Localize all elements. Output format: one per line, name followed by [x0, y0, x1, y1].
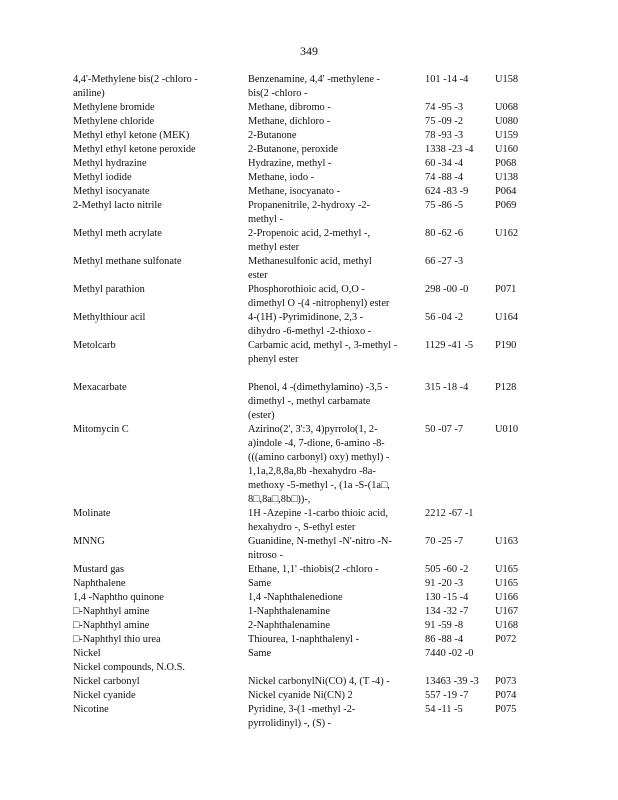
- chemical-abstracts-name-line: 8□,8a□,8b□))-,: [248, 494, 311, 505]
- cas-number: 50 -07 -7: [425, 424, 464, 435]
- substance-name: [73, 283, 233, 297]
- cas-number: 624 -83 -9: [425, 186, 469, 197]
- substance-name: [73, 535, 233, 549]
- cas-number: 56 -04 -2: [425, 312, 464, 323]
- table-row: [73, 339, 553, 381]
- waste-code: U166: [495, 592, 519, 603]
- chemical-abstracts-name-line: ester: [248, 270, 268, 281]
- hazardous-substance-table: [73, 73, 553, 731]
- waste-code: P128: [495, 382, 517, 393]
- chemical-abstracts-name-line: Methane, isocyanato -: [248, 186, 341, 197]
- table-row: [73, 227, 553, 255]
- substance-name-line: Methyl hydrazine: [73, 158, 147, 169]
- waste-code: U163: [495, 536, 519, 547]
- chemical-abstracts-name-line: dimethyl -, methyl carbamate: [248, 396, 371, 407]
- chemical-abstracts-name: [248, 101, 418, 115]
- substance-name-line: Methylthiour acil: [73, 312, 146, 323]
- table-row: [73, 73, 553, 101]
- table-row: [73, 619, 553, 633]
- substance-name-line: aniline): [73, 88, 105, 99]
- chemical-abstracts-name-line: 2-Propenoic acid, 2-methyl -,: [248, 228, 371, 239]
- substance-name-line: Mustard gas: [73, 564, 125, 575]
- cas-number: 134 -32 -7: [425, 606, 469, 617]
- substance-name: [73, 339, 233, 353]
- table-row: [73, 185, 553, 199]
- chemical-abstracts-name: [248, 591, 418, 605]
- substance-name: [73, 115, 233, 129]
- waste-code: U068: [495, 102, 519, 113]
- chemical-abstracts-name: [248, 115, 418, 129]
- substance-name: [73, 101, 233, 115]
- substance-name: [73, 563, 233, 577]
- substance-name: [73, 605, 233, 619]
- cas-number: 74 -95 -3: [425, 102, 464, 113]
- page-number: 349: [300, 44, 318, 58]
- chemical-abstracts-name-line: dihydro -6-methyl -2-thioxo -: [248, 326, 372, 337]
- cas-number: 2212 -67 -1: [425, 508, 474, 519]
- substance-name-line: Naphthalene: [73, 578, 126, 589]
- chemical-abstracts-name-line: dimethyl O -(4 -nitrophenyl) ester: [248, 298, 390, 309]
- substance-name: [73, 381, 233, 395]
- table-row: [73, 311, 553, 339]
- substance-name-line: Methyl iodide: [73, 172, 132, 183]
- substance-name: [73, 311, 233, 325]
- waste-code: U159: [495, 130, 519, 141]
- table-row: [73, 255, 553, 283]
- substance-name: [73, 157, 233, 171]
- waste-code: U165: [495, 564, 519, 575]
- waste-code: P073: [495, 676, 517, 687]
- chemical-abstracts-name-line: Nickel carbonylNi(CO) 4, (T -4) -: [248, 676, 390, 687]
- substance-name: [73, 661, 233, 675]
- substance-name-line: Mitomycin C: [73, 424, 129, 435]
- substance-name-line: Methyl meth acrylate: [73, 228, 162, 239]
- table-row: [73, 101, 553, 115]
- waste-code: U010: [495, 424, 519, 435]
- substance-name-line: Methyl isocyanate: [73, 186, 150, 197]
- substance-name-line: Nickel: [73, 648, 101, 659]
- table-row: [73, 381, 553, 423]
- substance-name-line: Methyl ethyl ketone (MEK): [73, 130, 190, 141]
- chemical-abstracts-name-line: Methane, iodo -: [248, 172, 315, 183]
- chemical-abstracts-name: [248, 605, 418, 619]
- chemical-abstracts-name: [248, 381, 418, 423]
- substance-name: [73, 675, 233, 689]
- chemical-abstracts-name-line: pyrrolidinyl) -, (S) -: [248, 718, 332, 729]
- substance-name-line: □-Naphthyl amine: [73, 620, 150, 631]
- chemical-abstracts-name-line: phenyl ester: [248, 354, 299, 365]
- chemical-abstracts-name-line: Pyridine, 3-(1 -methyl -2-: [248, 704, 356, 715]
- table-row: [73, 577, 553, 591]
- substance-name: [73, 703, 233, 717]
- chemical-abstracts-name-line: 2-Naphthalenamine: [248, 620, 330, 631]
- chemical-abstracts-name-line: bis(2 -chloro -: [248, 88, 308, 99]
- chemical-abstracts-name-line: Same: [248, 578, 272, 589]
- waste-code: P072: [495, 634, 517, 645]
- substance-name: [73, 423, 233, 437]
- chemical-abstracts-name-line: methyl -: [248, 214, 283, 225]
- waste-code: P074: [495, 690, 517, 701]
- chemical-abstracts-name-line: Hydrazine, methyl -: [248, 158, 332, 169]
- chemical-abstracts-name: [248, 185, 418, 199]
- substance-name-line: Nickel compounds, N.O.S.: [73, 662, 185, 673]
- substance-name: [73, 199, 233, 213]
- table-row: [73, 115, 553, 129]
- cas-number: 91 -59 -8: [425, 620, 464, 631]
- waste-code: P069: [495, 200, 517, 211]
- table-row: [73, 507, 553, 535]
- table-row: [73, 661, 553, 675]
- substance-name: [73, 171, 233, 185]
- substance-name: [73, 633, 233, 647]
- table-row: [73, 143, 553, 157]
- waste-code: U080: [495, 116, 519, 127]
- chemical-abstracts-name: [248, 647, 418, 661]
- chemical-abstracts-name-line: Azirino(2', 3':3, 4)pyrrolo(1, 2-: [248, 424, 378, 435]
- chemical-abstracts-name-line: 1H -Azepine -1-carbo thioic acid,: [248, 508, 388, 519]
- substance-name-line: 1,4 -Naphtho quinone: [73, 592, 164, 603]
- cas-number: 101 -14 -4: [425, 74, 469, 85]
- cas-number: 1129 -41 -5: [425, 340, 474, 351]
- chemical-abstracts-name-line: Methane, dichloro -: [248, 116, 331, 127]
- chemical-abstracts-name-line: a)indole -4, 7-dione, 6-amino -8-: [248, 438, 385, 449]
- chemical-abstracts-name: [248, 577, 418, 591]
- table-row: [73, 199, 553, 227]
- table-row: [73, 647, 553, 661]
- cas-number: 1338 -23 -4: [425, 144, 474, 155]
- chemical-abstracts-name-line: Benzenamine, 4,4' -methylene -: [248, 74, 380, 85]
- chemical-abstracts-name-line: 4-(1H) -Pyrimidinone, 2,3 -: [248, 312, 364, 323]
- substance-name: [73, 129, 233, 143]
- substance-name-line: Methyl parathion: [73, 284, 145, 295]
- waste-code: U167: [495, 606, 519, 617]
- chemical-abstracts-name-line: Thiourea, 1-naphthalenyl -: [248, 634, 360, 645]
- substance-name: [73, 73, 233, 101]
- cas-number: 505 -60 -2: [425, 564, 469, 575]
- chemical-abstracts-name: [248, 171, 418, 185]
- chemical-abstracts-name-line: methoxy -5-methyl -, (1a -S-(1a□,: [248, 480, 390, 491]
- chemical-abstracts-name: [248, 339, 418, 367]
- cas-number: 557 -19 -7: [425, 690, 469, 701]
- chemical-abstracts-name-line: (((amino carbonyl) oxy) methyl) -: [248, 452, 390, 463]
- substance-name: [73, 227, 233, 241]
- substance-name-line: □-Naphthyl amine: [73, 606, 150, 617]
- cas-number: 75 -86 -5: [425, 200, 464, 211]
- waste-code: P075: [495, 704, 517, 715]
- chemical-abstracts-name: [248, 143, 418, 157]
- substance-name-line: Nicotine: [73, 704, 109, 715]
- table-row: [73, 129, 553, 143]
- substance-name-line: 2-Methyl lacto nitrile: [73, 200, 162, 211]
- substance-name: [73, 255, 233, 269]
- chemical-abstracts-name: [248, 675, 418, 689]
- waste-code: U164: [495, 312, 519, 323]
- cas-number: 78 -93 -3: [425, 130, 464, 141]
- table-row: [73, 157, 553, 171]
- chemical-abstracts-name-line: methyl ester: [248, 242, 300, 253]
- substance-name: [73, 689, 233, 703]
- cas-number: 75 -09 -2: [425, 116, 464, 127]
- table-row: [73, 423, 553, 507]
- chemical-abstracts-name: [248, 689, 418, 703]
- table-row: [73, 171, 553, 185]
- waste-code: P068: [495, 158, 517, 169]
- waste-code: U160: [495, 144, 519, 155]
- chemical-abstracts-name: [248, 255, 418, 283]
- substance-name: [73, 647, 233, 661]
- chemical-abstracts-name-line: 2-Butanone, peroxide: [248, 144, 339, 155]
- cas-number: 86 -88 -4: [425, 634, 464, 645]
- substance-name-line: Mexacarbate: [73, 382, 127, 393]
- chemical-abstracts-name: [248, 507, 418, 535]
- chemical-abstracts-name: [248, 535, 418, 563]
- chemical-abstracts-name-line: 1,1a,2,8,8a,8b -hexahydro -8a-: [248, 466, 376, 477]
- cas-number: 60 -34 -4: [425, 158, 464, 169]
- waste-code: P064: [495, 186, 517, 197]
- waste-code: U158: [495, 74, 519, 85]
- substance-name-line: Nickel carbonyl: [73, 676, 140, 687]
- table-row: [73, 689, 553, 703]
- chemical-abstracts-name-line: Guanidine, N-methyl -N'-nitro -N-: [248, 536, 392, 547]
- waste-code: U138: [495, 172, 519, 183]
- table-row: [73, 633, 553, 647]
- substance-name-line: 4,4'-Methylene bis(2 -chloro -: [73, 74, 198, 85]
- chemical-abstracts-name-line: Phenol, 4 -(dimethylamino) -3,5 -: [248, 382, 389, 393]
- substance-name: [73, 591, 233, 605]
- chemical-abstracts-name-line: Methanesulfonic acid, methyl: [248, 256, 372, 267]
- cas-number: 315 -18 -4: [425, 382, 469, 393]
- cas-number: 54 -11 -5: [425, 704, 463, 715]
- chemical-abstracts-name: [248, 283, 418, 311]
- chemical-abstracts-name-line: 1,4 -Naphthalenedione: [248, 592, 343, 603]
- cas-number: 80 -62 -6: [425, 228, 464, 239]
- chemical-abstracts-name: [248, 703, 418, 731]
- substance-name-line: Methyl methane sulfonate: [73, 256, 182, 267]
- substance-name-line: Nickel cyanide: [73, 690, 136, 701]
- chemical-abstracts-name-line: (ester): [248, 410, 275, 421]
- cas-number: 298 -00 -0: [425, 284, 469, 295]
- cas-number: 130 -15 -4: [425, 592, 469, 603]
- substance-name-line: Metolcarb: [73, 340, 116, 351]
- chemical-abstracts-name: [248, 619, 418, 633]
- substance-name: [73, 507, 233, 521]
- chemical-abstracts-name: [248, 73, 418, 101]
- waste-code: P190: [495, 340, 517, 351]
- chemical-abstracts-name-line: Phosphorothioic acid, O,O -: [248, 284, 365, 295]
- chemical-abstracts-name: [248, 227, 418, 255]
- substance-name: [73, 143, 233, 157]
- chemical-abstracts-name-line: hexahydro -, S-ethyl ester: [248, 522, 356, 533]
- chemical-abstracts-name: [248, 157, 418, 171]
- substance-name-line: MNNG: [73, 536, 105, 547]
- chemical-abstracts-name-line: nitroso -: [248, 550, 283, 561]
- chemical-abstracts-name: [248, 563, 418, 577]
- chemical-abstracts-name-line: Same: [248, 648, 272, 659]
- waste-code: U168: [495, 620, 519, 631]
- substance-name: [73, 577, 233, 591]
- chemical-abstracts-name-line: Propanenitrile, 2-hydroxy -2-: [248, 200, 371, 211]
- cas-number: 66 -27 -3: [425, 256, 464, 267]
- chemical-abstracts-name-line: Nickel cyanide Ni(CN) 2: [248, 690, 353, 701]
- chemical-abstracts-name-line: 2-Butanone: [248, 130, 297, 141]
- table-row: [73, 591, 553, 605]
- substance-name: [73, 185, 233, 199]
- cas-number: 74 -88 -4: [425, 172, 464, 183]
- cas-number: 13463 -39 -3: [425, 676, 479, 687]
- waste-code: U165: [495, 578, 519, 589]
- chemical-abstracts-name-line: Carbamic acid, methyl -, 3-methyl -: [248, 340, 398, 351]
- table-row: [73, 283, 553, 311]
- substance-name-line: Methyl ethyl ketone peroxide: [73, 144, 196, 155]
- table-row: [73, 535, 553, 563]
- chemical-abstracts-name-line: 1-Naphthalenamine: [248, 606, 330, 617]
- substance-name-line: Methylene chloride: [73, 116, 155, 127]
- chemical-abstracts-name: [248, 199, 418, 227]
- chemical-abstracts-name: [248, 311, 418, 339]
- table-row: [73, 605, 553, 619]
- substance-name: [73, 619, 233, 633]
- substance-name-line: □-Naphthyl thio urea: [73, 634, 161, 645]
- cas-number: 7440 -02 -0: [425, 648, 474, 659]
- table-row: [73, 675, 553, 689]
- table-row: [73, 563, 553, 577]
- chemical-abstracts-name-line: Methane, dibromo -: [248, 102, 331, 113]
- cas-number: 91 -20 -3: [425, 578, 464, 589]
- chemical-abstracts-name-line: Ethane, 1,1' -thiobis(2 -chloro -: [248, 564, 379, 575]
- cas-number: 70 -25 -7: [425, 536, 464, 547]
- substance-name-line: Molinate: [73, 508, 111, 519]
- chemical-abstracts-name: [248, 633, 418, 647]
- substance-name-line: Methylene bromide: [73, 102, 155, 113]
- waste-code: P071: [495, 284, 517, 295]
- table-row: [73, 703, 553, 731]
- waste-code: U162: [495, 228, 519, 239]
- chemical-abstracts-name: [248, 129, 418, 143]
- chemical-abstracts-name: [248, 423, 418, 507]
